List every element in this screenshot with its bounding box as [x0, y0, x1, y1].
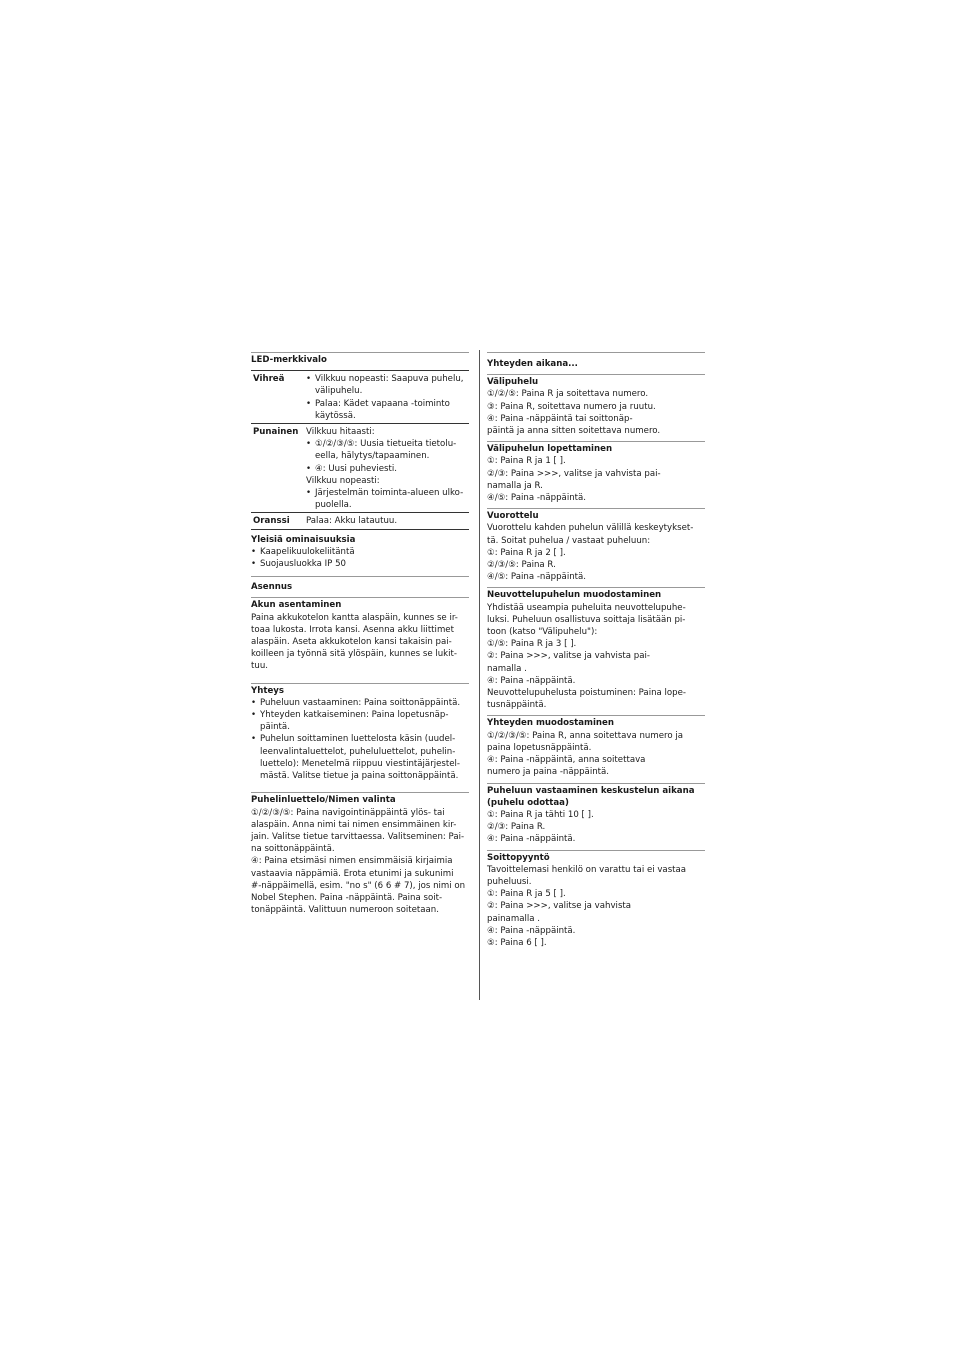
text-line: ②: Paina >>>, valitse ja vahvista pai- — [487, 651, 650, 662]
led-line: Vilkkuu nopeasti: — [306, 475, 380, 486]
toggle-text — [487, 522, 705, 583]
text-line: ②/③: Paina >>>, valitse ja vahvista pai- — [487, 468, 661, 479]
led-table — [251, 371, 469, 528]
text-line: ①/②/⑤: Paina R ja soitettava numero. — [487, 389, 649, 400]
text-line: ④: Paina -näppäintä tai soittonäp- — [487, 413, 633, 424]
callback-title: Soittopyyntö — [487, 852, 550, 863]
text-line: Yhdistää useampia puheluita neuvottelupuhe- — [487, 602, 686, 613]
led-item: • Järjestelmän toiminta-alueen ulko-puolella. — [306, 487, 469, 511]
during-title: Yhteyden aikana... — [487, 359, 578, 369]
text-line: ①/⑤: Paina R ja 3 [ ]. — [487, 639, 577, 650]
text-line: ③: Paina R, soitettava numero ja ruutu. — [487, 401, 656, 412]
text-line: ④: Paina -näppäintä, anna soitettava — [487, 755, 646, 766]
phonebook-text — [251, 807, 469, 917]
left-column — [251, 352, 469, 916]
text-line: Vuorottelu kahden puhelun välillä keskeytykset- — [487, 523, 694, 534]
text-line: ①/②/③/⑤: Paina R, anna soitettava numero ja — [487, 730, 684, 741]
text-line: jain. Valitse tietue tarvittaessa. Valitseminen: Pai- — [251, 831, 465, 842]
led-item: • Vilkkuu nopeasti: Saapuva puhelu, välipuhelu. — [306, 373, 469, 397]
text-line: ①: Paina R ja 5 [ ]. — [487, 889, 566, 900]
text-line: alaspäin. Aseta akkukotelon kansi takaisin pai- — [251, 637, 452, 648]
end-hold-text — [487, 455, 705, 504]
led-list — [306, 373, 469, 422]
led-description — [306, 426, 469, 511]
led-item: • Palaa: Kädet vapaana -toiminto käytössä. — [306, 398, 469, 422]
install-text — [251, 612, 469, 673]
install-subtitle: Akun asentaminen — [251, 600, 342, 611]
led-description — [306, 515, 469, 527]
led-row — [251, 371, 469, 423]
led-label: Oranssi — [253, 516, 290, 527]
text-line: päintä ja anna sitten soitettava numero. — [487, 426, 661, 437]
text-line: alaspäin. Anna nimi tai nimen ensimmäinen kir- — [251, 819, 457, 830]
establish-text — [487, 730, 705, 779]
led-line: Palaa: Akku latautuu. — [306, 516, 398, 527]
list-item: • Puhelun soittaminen luettelosta käsin (uudel-leenvalintaluettelot, puheluluettelot, puhelin-luettelo): Menetelmä riippuu viestintäjärjestel-mästä. Valitse tietue ja paina soittonäppäintä. — [251, 733, 469, 782]
connection-list — [251, 697, 469, 782]
text-line: koilleen ja työnnä sitä ylöspäin, kunnes se lukit- — [251, 649, 458, 660]
text-line: tonäppäintä. Valittuun numeroon soitetaan. — [251, 905, 439, 916]
hold-title: Välipuhelu — [487, 377, 539, 388]
establish-title: Yhteyden muodostaminen — [487, 718, 614, 729]
led-label: Vihreä — [253, 374, 285, 385]
toggle-title: Vuorottelu — [487, 511, 539, 522]
text-line: namalla ja R. — [487, 480, 543, 491]
text-line: ②/③: Paina R. — [487, 822, 546, 833]
text-line: #-näppäimellä, esim. "no s" (6 6 # 7), jos nimi on — [251, 880, 466, 891]
text-line: luksi. Puheluun osallistuva soittaja lisätään pi- — [487, 614, 686, 625]
waiting-text — [487, 809, 705, 846]
text-line: puheluusi. — [487, 876, 532, 887]
text-line: Neuvottelupuhelusta poistuminen: Paina lope- — [487, 688, 687, 699]
led-title: LED-merkkivalo — [251, 355, 327, 365]
column-divider — [479, 350, 480, 1000]
text-line: namalla . — [487, 663, 527, 674]
text-line: ①: Paina R ja tähti 10 [ ]. — [487, 809, 594, 820]
led-list — [306, 438, 469, 475]
text-line: Tavoittelemasi henkilö on varattu tai ei vastaa — [487, 864, 687, 875]
text-line: numero ja paina -näppäintä. — [487, 767, 610, 778]
text-line: ④/⑤: Paina -näppäintä. — [487, 572, 587, 583]
led-row — [251, 424, 469, 512]
features-title: Yleisiä ominaisuuksia — [251, 534, 356, 545]
led-row — [251, 513, 469, 528]
waiting-title: Puheluun vastaaminen keskustelun aikana (puhelu odottaa) — [487, 785, 695, 808]
list-item: • Puheluun vastaaminen: Paina soittonäppäintä. — [251, 697, 469, 709]
text-line: ②: Paina >>>, valitse ja vahvista — [487, 901, 632, 912]
text-line: ①: Paina R ja 1 [ ]. — [487, 456, 566, 467]
text-line: ④: Paina -näppäintä. — [487, 834, 576, 845]
text-line: ④: Paina -näppäintä. — [487, 925, 576, 936]
led-item: • ④: Uusi puheviesti. — [306, 463, 469, 475]
right-column — [487, 352, 705, 949]
text-line: ④: Paina etsimäsi nimen ensimmäisiä kirjaimia — [251, 856, 453, 867]
text-line: toaa lukosta. Irrota kansi. Asenna akku liittimet — [251, 624, 454, 635]
features-list — [251, 546, 469, 570]
text-line: ④: Paina -näppäintä. — [487, 675, 576, 686]
text-line: Nobel Stephen. Paina -näppäintä. Paina soit- — [251, 892, 443, 903]
text-line: tusnäppäintä. — [487, 700, 547, 711]
text-line: tuu. — [251, 661, 268, 672]
install-title: Asennus — [251, 582, 293, 593]
text-line: paina lopetusnäppäintä. — [487, 742, 592, 753]
led-item: • ①/②/③/⑤: Uusia tietueita tietolu-eella, hälytys/tapaaminen. — [306, 438, 469, 462]
list-item: • Kaapelikuulokeliitäntä — [251, 546, 469, 558]
list-item: • Yhteyden katkaiseminen: Paina lopetusnäp-päintä. — [251, 709, 469, 733]
led-line: Vilkkuu hitaasti: — [306, 427, 375, 438]
led-list — [306, 487, 469, 511]
text-line: na soittonäppäintä. — [251, 844, 335, 855]
text-line: toon (katso "Välipuhelu"): — [487, 627, 598, 638]
conference-text — [487, 602, 705, 712]
callback-text — [487, 864, 705, 949]
list-item: • Suojausluokka IP 50 — [251, 558, 469, 570]
text-line: ④/⑤: Paina -näppäintä. — [487, 493, 587, 504]
end-hold-title: Välipuhelun lopettaminen — [487, 444, 613, 455]
text-line: vastaavia näppämiä. Erota etunimi ja sukunimi — [251, 868, 454, 879]
text-line: ②/③/⑤: Paina R. — [487, 560, 556, 571]
text-line: ①: Paina R ja 2 [ ]. — [487, 547, 566, 558]
led-label: Punainen — [253, 427, 299, 438]
text-line: Paina akkukotelon kantta alaspäin, kunnes se ir- — [251, 612, 458, 623]
text-line: tä. Soitat puhelua / vastaat puheluun: — [487, 535, 651, 546]
led-description — [306, 373, 469, 422]
conference-title: Neuvottelupuhelun muodostaminen — [487, 590, 662, 601]
connection-title: Yhteys — [251, 685, 284, 696]
hold-text — [487, 388, 705, 437]
text-line: ⑤: Paina 6 [ ]. — [487, 937, 547, 948]
phonebook-title: Puhelinluettelo/Nimen valinta — [251, 795, 396, 806]
text-line: painamalla . — [487, 913, 540, 924]
text-line: ①/②/③/⑤: Paina navigointinäppäintä ylös- tai — [251, 807, 445, 818]
